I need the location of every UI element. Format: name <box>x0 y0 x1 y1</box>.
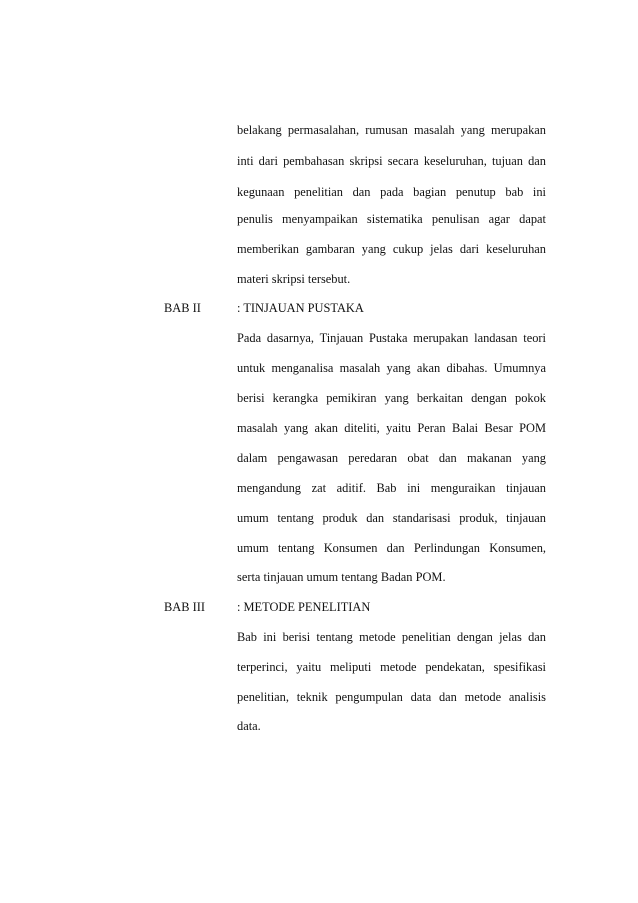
paragraph-line: umum tentang produk dan standarisasi produk, tinjauan <box>237 511 546 525</box>
paragraph-line: dalam pengawasan peredaran obat dan makanan yang <box>237 451 546 465</box>
paragraph-line: inti dari pembahasan skripsi secara keseluruhan, tujuan dan <box>237 154 546 168</box>
paragraph-line: data. <box>237 719 261 733</box>
paragraph-line: penulis menyampaikan sistematika penulisan agar dapat <box>237 212 546 226</box>
chapter-label: BAB III <box>164 600 205 614</box>
paragraph-line: terperinci, yaitu meliputi metode pendekatan, spesifikasi <box>237 660 546 674</box>
paragraph-line: kegunaan penelitian dan pada bagian penutup bab ini <box>237 185 546 199</box>
paragraph-line: serta tinjauan umum tentang Badan POM. <box>237 570 446 584</box>
paragraph-line: Pada dasarnya, Tinjauan Pustaka merupakan landasan teori <box>237 331 546 345</box>
paragraph-line: memberikan gambaran yang cukup jelas dari keseluruhan <box>237 242 546 256</box>
paragraph-line: mengandung zat aditif. Bab ini menguraikan tinjauan <box>237 481 546 495</box>
paragraph-line: Bab ini berisi tentang metode penelitian dengan jelas dan <box>237 630 546 644</box>
paragraph-line: belakang permasalahan, rumusan masalah yang merupakan <box>237 123 546 137</box>
paragraph-line: penelitian, teknik pengumpulan data dan metode analisis <box>237 690 546 704</box>
chapter-heading: : METODE PENELITIAN <box>237 600 371 614</box>
paragraph-line: berisi kerangka pemikiran yang berkaitan dengan pokok <box>237 391 546 405</box>
chapter-label: BAB II <box>164 301 201 315</box>
chapter-heading: : TINJAUAN PUSTAKA <box>237 301 364 315</box>
paragraph-line: masalah yang akan diteliti, yaitu Peran Balai Besar POM <box>237 421 546 435</box>
paragraph-line: umum tentang Konsumen dan Perlindungan Konsumen, <box>237 541 546 555</box>
paragraph-line: untuk menganalisa masalah yang akan dibahas. Umumnya <box>237 361 546 375</box>
paragraph-line: materi skripsi tersebut. <box>237 272 351 286</box>
